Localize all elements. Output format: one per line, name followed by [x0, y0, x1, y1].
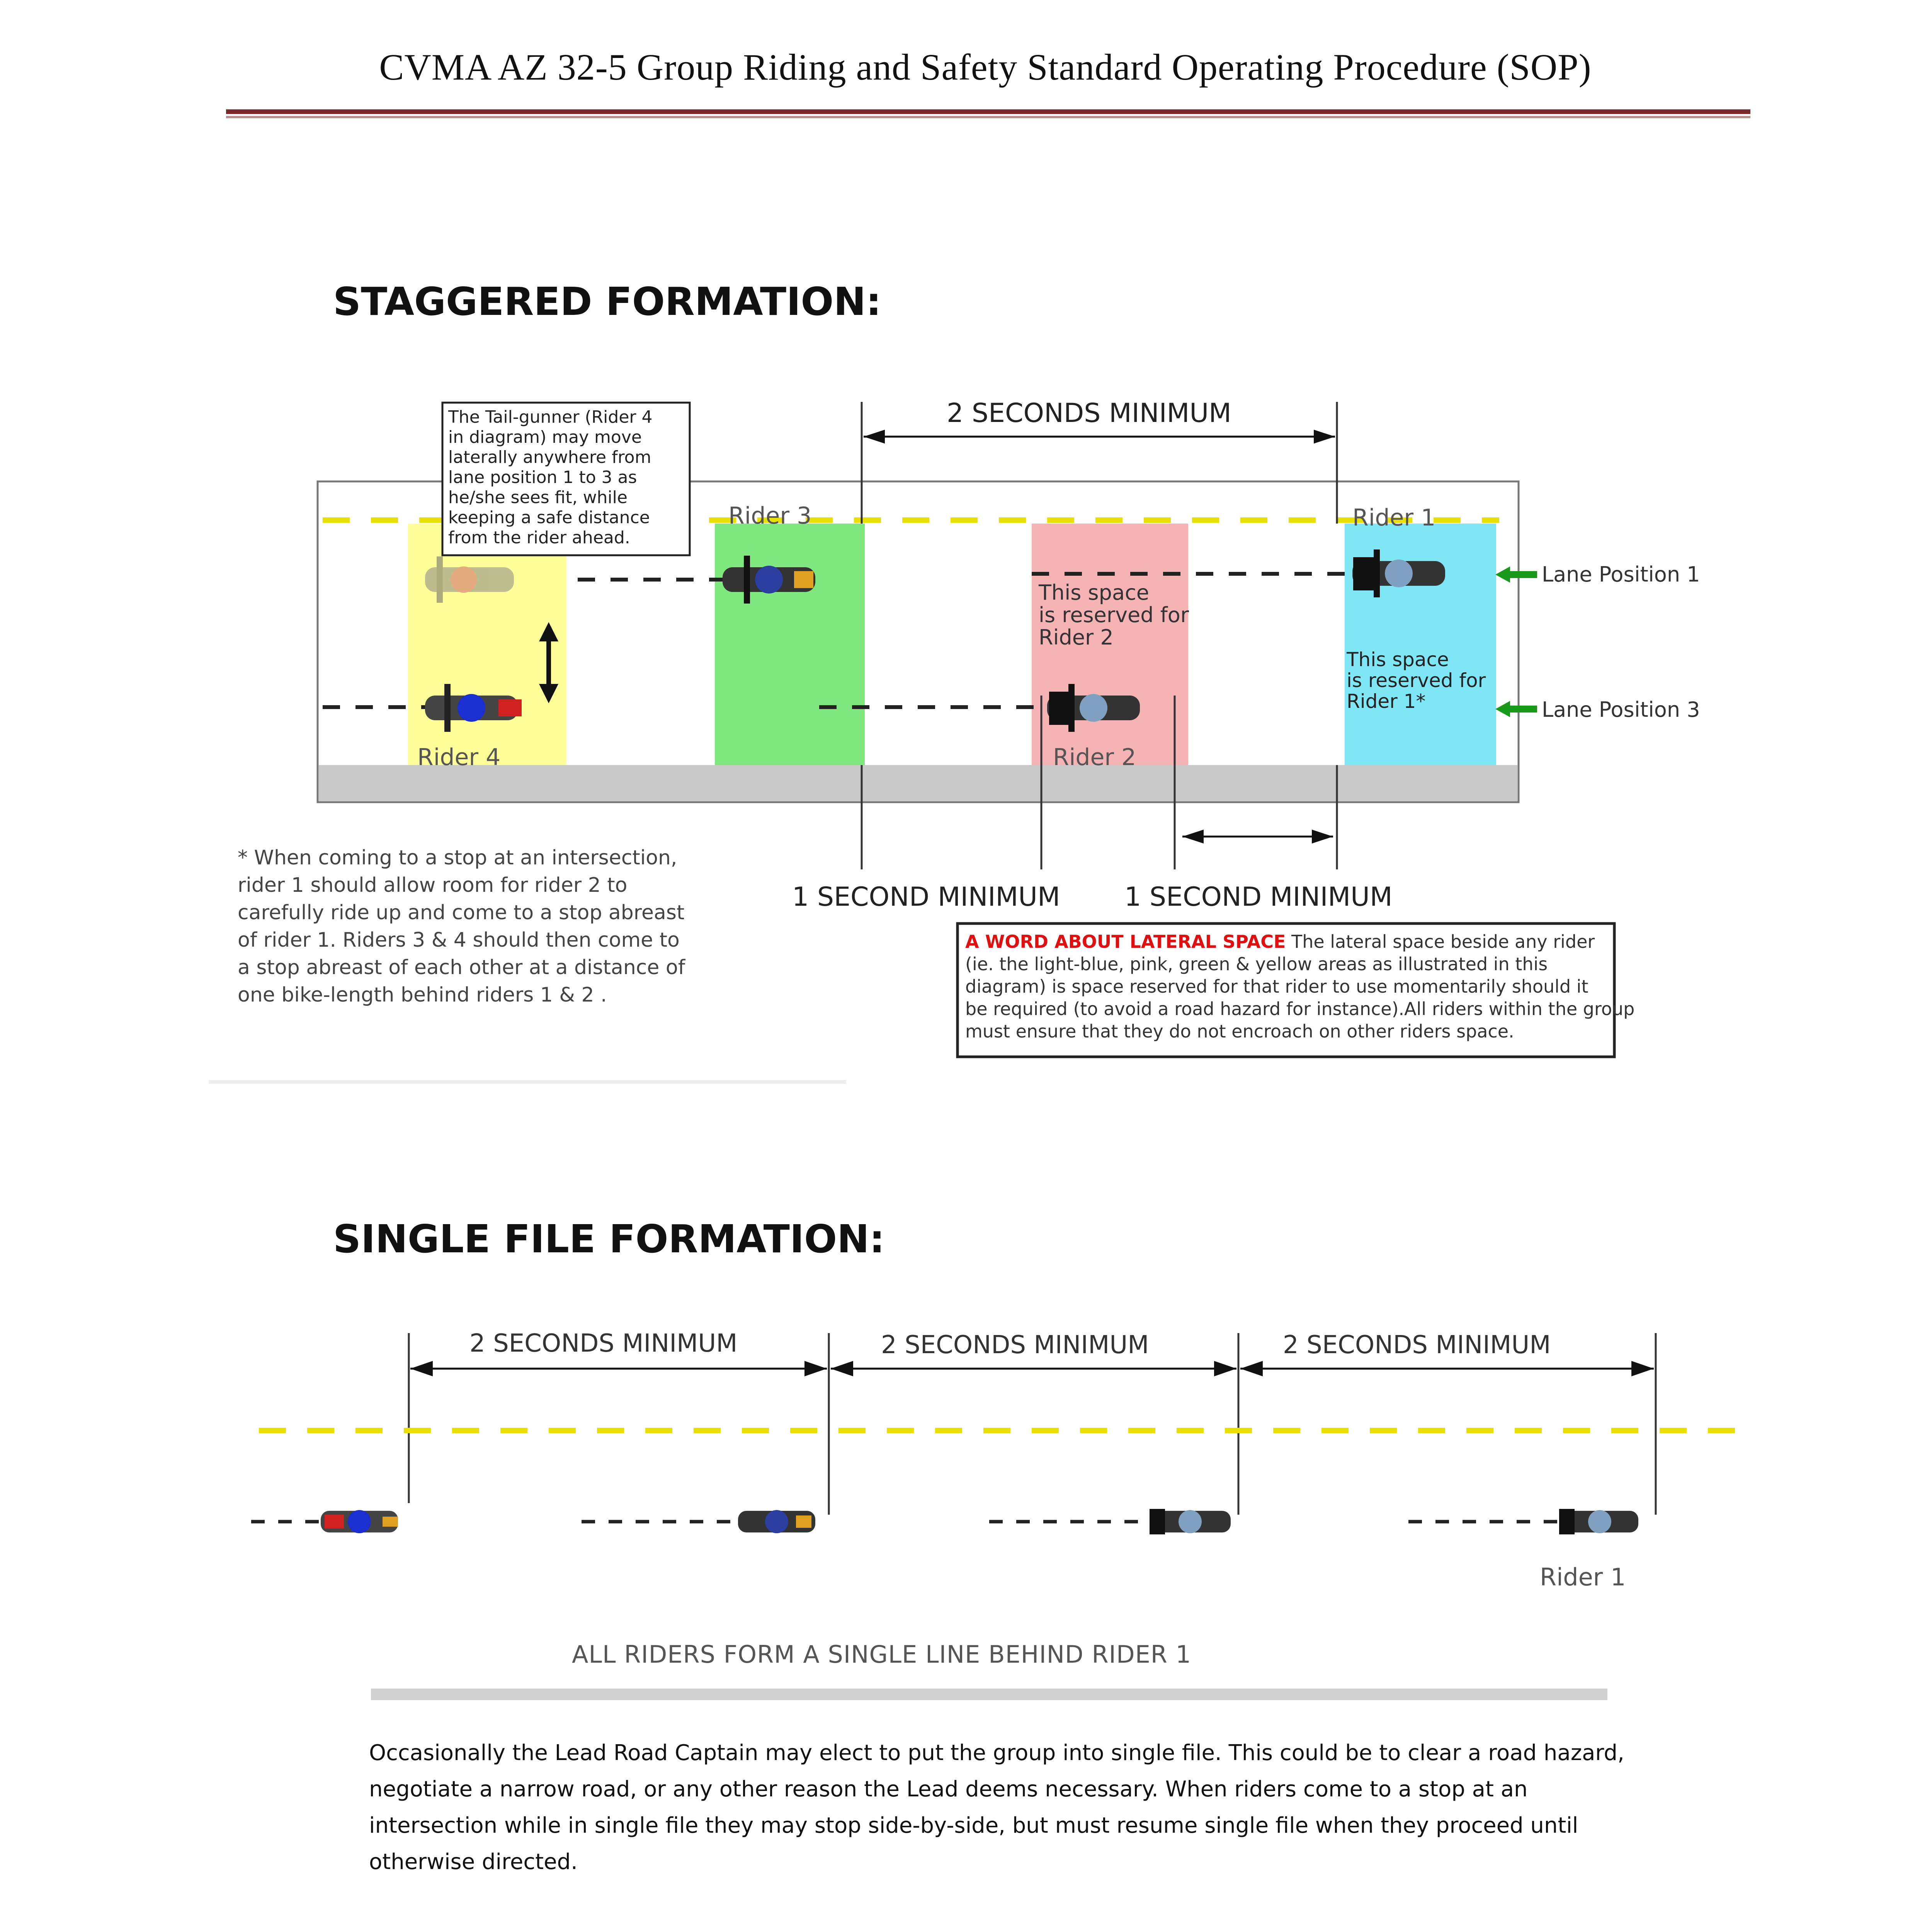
top-2-seconds-label: 2 SECONDS MINIMUM	[947, 398, 1231, 429]
motorcycle-icon-single-rider1	[1559, 1509, 1638, 1534]
pink-space-note: This space is reserved for Rider 2	[1039, 580, 1189, 650]
page-header-title: CVMA AZ 32-5 Group Riding and Safety Standard Operating Procedure (SOP)	[379, 46, 1592, 88]
header-rule	[226, 109, 1750, 114]
single-file-heading: SINGLE FILE FORMATION:	[333, 1216, 885, 1262]
motorcycle-icon-single-rider4	[321, 1510, 398, 1533]
tailgunner-note: The Tail-gunner (Rider 4 in diagram) may move laterally anywhere from lane position 1 to 3 as he/she sees fit, while keeping a safe distance from the rider ahead.	[448, 407, 653, 548]
lane-position-1-label: Lane Position 1	[1542, 562, 1700, 587]
staggered-heading: STAGGERED FORMATION:	[333, 279, 882, 324]
rider4-label: Rider 4	[417, 744, 501, 771]
single-file-caption: ALL RIDERS FORM A SINGLE LINE BEHIND RIDER 1	[572, 1640, 1192, 1668]
single-file-paragraph: Occasionally the Lead Road Captain may elect to put the group into single file. This could be to clear a road hazard, negotiate a narrow road, or any other reason the Lead deems necessary. When riders come to a stop at an intersection while in single file they may stop side-by-side, but must resume single file when they proceed until otherwise directed.	[369, 1740, 1624, 1874]
bottom-1-second-right-label: 1 SECOND MINIMUM	[1124, 882, 1393, 912]
motorcycle-icon-single-rider2	[1150, 1509, 1231, 1534]
intersection-note: * When coming to a stop at an intersection, rider 1 should allow room for rider 2 to carefully ride up and come to a stop abreast of rider 1. Riders 3 & 4 should then come to a stop abreast of each other at a distance of one bike-length behind riders 1 & 2 .	[238, 846, 685, 1007]
lateral-space-note: A WORD ABOUT LATERAL SPACE The lateral space beside any rider (ie. the light-blue, pink, green & yellow areas as illustrated in this diagram) is space reserved for that rider to use momentarily should it be required (to avoid a road hazard for instance).All riders within the group must ensure that they do not encroach on other riders space.	[965, 931, 1635, 1042]
header-rule-thin	[226, 116, 1750, 118]
lane-position-3-label: Lane Position 3	[1542, 697, 1700, 722]
rider1-label: Rider 1	[1352, 504, 1436, 531]
rider4-space	[408, 524, 566, 765]
rider2-label: Rider 2	[1053, 744, 1136, 771]
rider3-label: Rider 3	[728, 502, 812, 529]
rider3-space	[715, 524, 865, 765]
single-span-1-label: 2 SECONDS MINIMUM	[469, 1329, 738, 1358]
single-span-2-label: 2 SECONDS MINIMUM	[881, 1331, 1149, 1359]
bottom-1-second-left-label: 1 SECOND MINIMUM	[792, 882, 1060, 912]
single-rider1-label: Rider 1	[1540, 1563, 1626, 1591]
motorcycle-icon-single-rider3	[738, 1510, 815, 1533]
single-span-3-label: 2 SECONDS MINIMUM	[1283, 1331, 1551, 1359]
lateral-space-title: A WORD ABOUT LATERAL SPACE	[965, 931, 1286, 952]
cyan-space-note: This space is reserved for Rider 1*	[1347, 648, 1486, 713]
